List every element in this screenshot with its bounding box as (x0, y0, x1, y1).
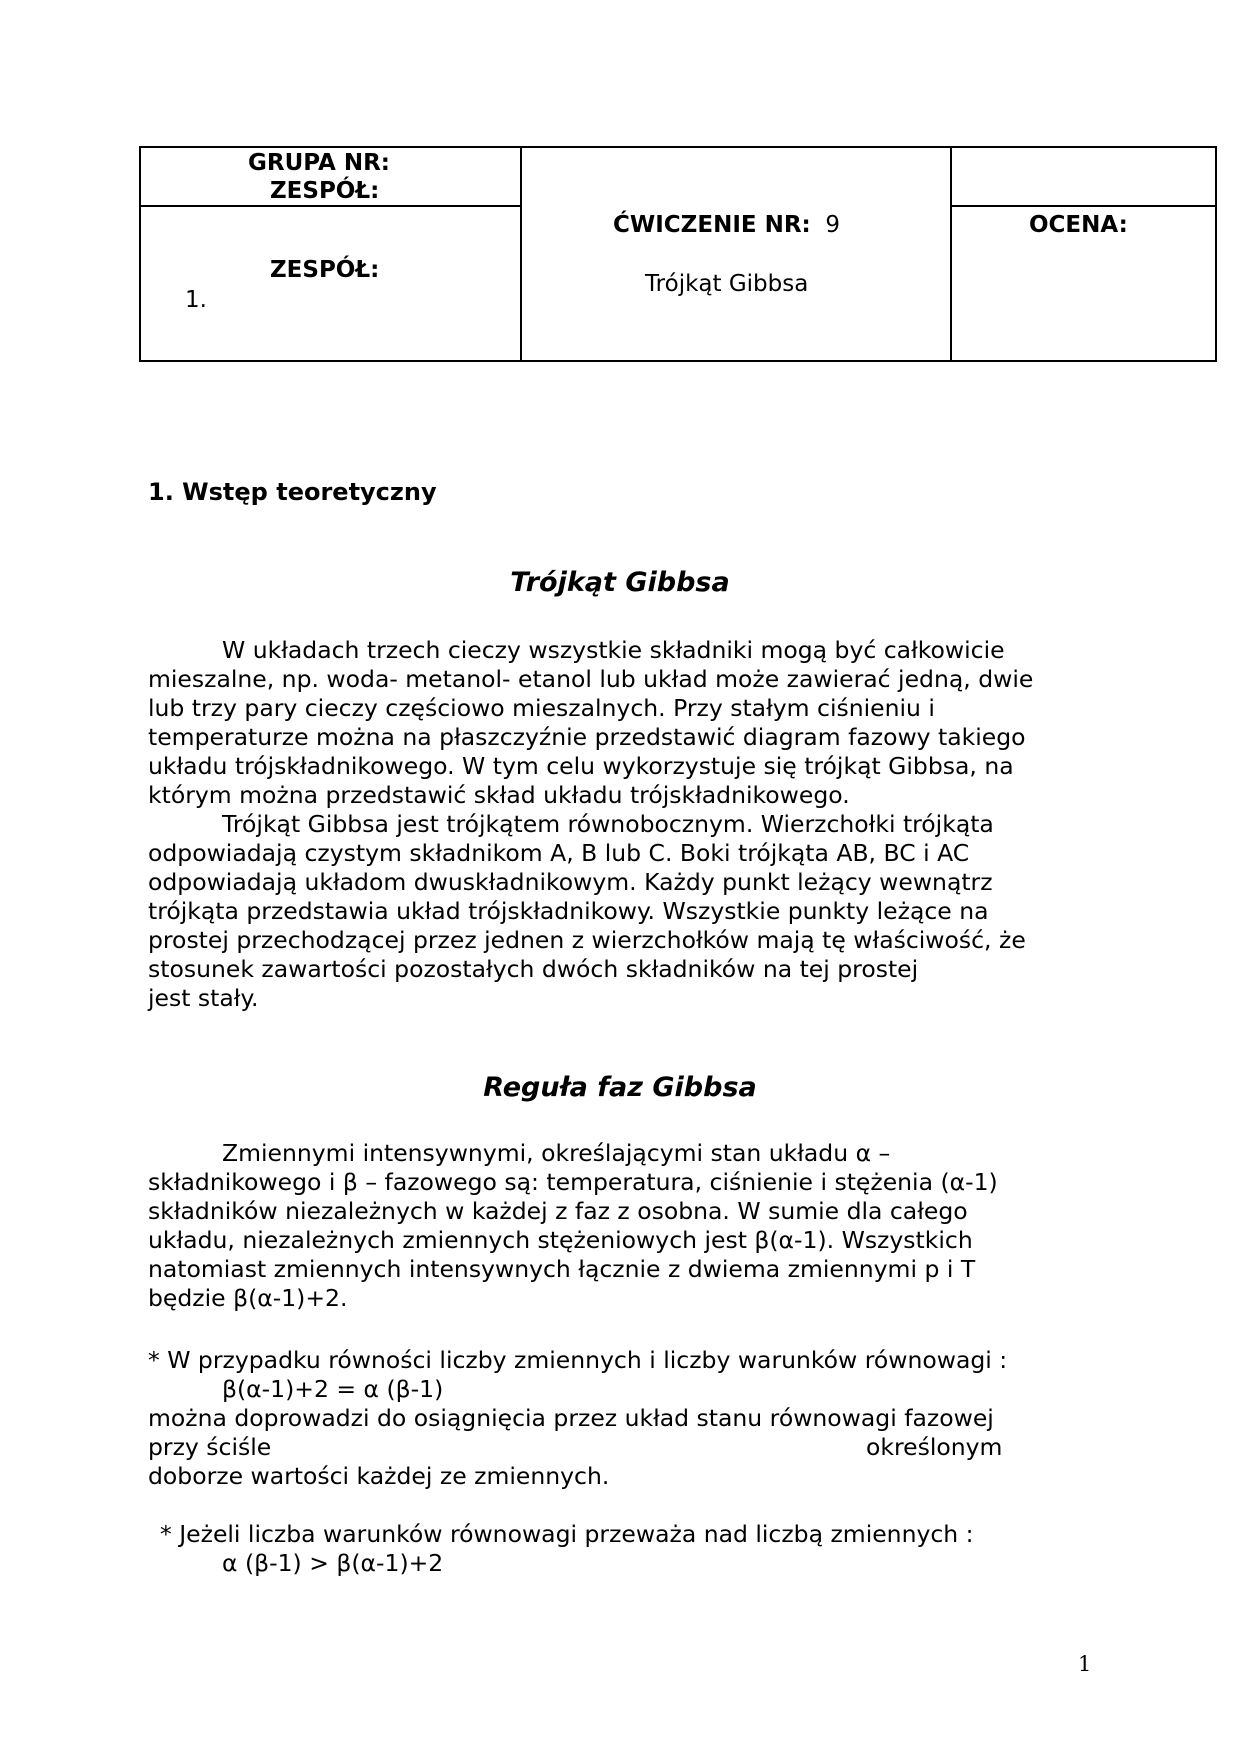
text-line: lub trzy pary cieczy częściowo mieszalnych. Przy stałym ciśnieniu i (148, 694, 935, 722)
text-line: odpowiadają układom dwuskładnikowym. Każdy punkt leżący wewnątrz (148, 868, 993, 896)
member-number: 1. (185, 287, 207, 313)
text-line: * W przypadku równości liczby zmiennych i liczby warunków równowagi : (148, 1346, 1008, 1374)
text-line: będzie β(α-1)+2. (148, 1284, 348, 1312)
text-line: trójkąta przedstawia układ trójskładnikowy. Wszystkie punkty leżące na (148, 897, 989, 925)
text-line: mieszalne, np. woda- metanol- etanol lub układ może zawierać jedną, dwie (148, 665, 1034, 693)
exercise-label: ĆWICZENIE NR: (613, 212, 811, 238)
text-line: składnikowego i β – fazowego są: temperatura, ciśnienie i stężenia (α-1) (148, 1168, 998, 1196)
phase-rule-paragraph (148, 1139, 998, 1313)
text-line: składników niezależnych w każdej z faz z osobna. W sumie dla całego (148, 1197, 968, 1225)
text-line: W układach trzech cieczy wszystkie składniki mogą być całkowicie (222, 636, 1005, 664)
phase-rule-case-1 (148, 1346, 1007, 1491)
text-line: doborze wartości każdej ze zmiennych. (148, 1462, 610, 1490)
equation: α (β-1) > β(α-1)+2 (222, 1549, 444, 1577)
text-line-split (148, 1433, 1007, 1462)
text-line: * Jeżeli liczba warunków równowagi przeważa nad liczbą zmiennych : (160, 1520, 974, 1548)
text-line: którym można przedstawić skład układu trójskładnikowego. (148, 781, 850, 809)
gibbs-triangle-paragraph-1 (148, 636, 1033, 1013)
grade-label: OCENA: (1029, 212, 1128, 238)
phase-rule-case-2 (160, 1520, 974, 1578)
exercise-number: 9 (825, 212, 841, 238)
text-line: natomiast zmiennych intensywnych łącznie z dwiema zmiennymi p i T (148, 1255, 976, 1283)
section-heading: 1. Wstęp teoretyczny (148, 478, 437, 506)
zespol-label: ZESPÓŁ: (270, 257, 380, 283)
text-line: układu, niezależnych zmiennych stężeniowych jest β(α-1). Wszystkich (148, 1226, 973, 1254)
exercise-title: Trójkąt Gibbsa (645, 271, 809, 297)
text-fragment: przy ściśle (148, 1433, 272, 1461)
text-line: jest stały. (148, 984, 259, 1012)
text-fragment: określonym (866, 1433, 1003, 1461)
text-line: układu trójskładnikowego. W tym celu wykorzystuje się trójkąt Gibbsa, na (148, 752, 1014, 780)
text-line: Trójkąt Gibbsa jest trójkątem równobocznym. Wierzchołki trójkąta (222, 810, 994, 838)
gibbs-triangle-title: Trójkąt Gibbsa (510, 567, 730, 598)
zespol-label-top: ZESPÓŁ: (270, 178, 380, 204)
text-line: stosunek zawartości pozostałych dwóch składników na tej prostej (148, 955, 919, 983)
phase-rule-title: Reguła faz Gibbsa (483, 1072, 757, 1103)
exercise-heading (613, 212, 840, 238)
text-line: Zmiennymi intensywnymi, określającymi stan układu α – (222, 1139, 891, 1167)
equation: β(α-1)+2 = α (β-1) (222, 1375, 444, 1403)
text-line: temperaturze można na płaszczyźnie przedstawić diagram fazowy takiego (148, 723, 1026, 751)
grupa-label: GRUPA NR: (248, 150, 390, 176)
text-line: odpowiadają czystym składnikom A, B lub C. Boki trójkąta AB, BC i AC (148, 839, 970, 867)
text-line: prostej przechodzącej przez jednen z wierzchołków mają tę właściwość, że (148, 926, 1026, 954)
page-number: 1 (1078, 1652, 1092, 1676)
text-line: można doprowadzi do osiągnięcia przez układ stanu równowagi fazowej (148, 1404, 994, 1432)
